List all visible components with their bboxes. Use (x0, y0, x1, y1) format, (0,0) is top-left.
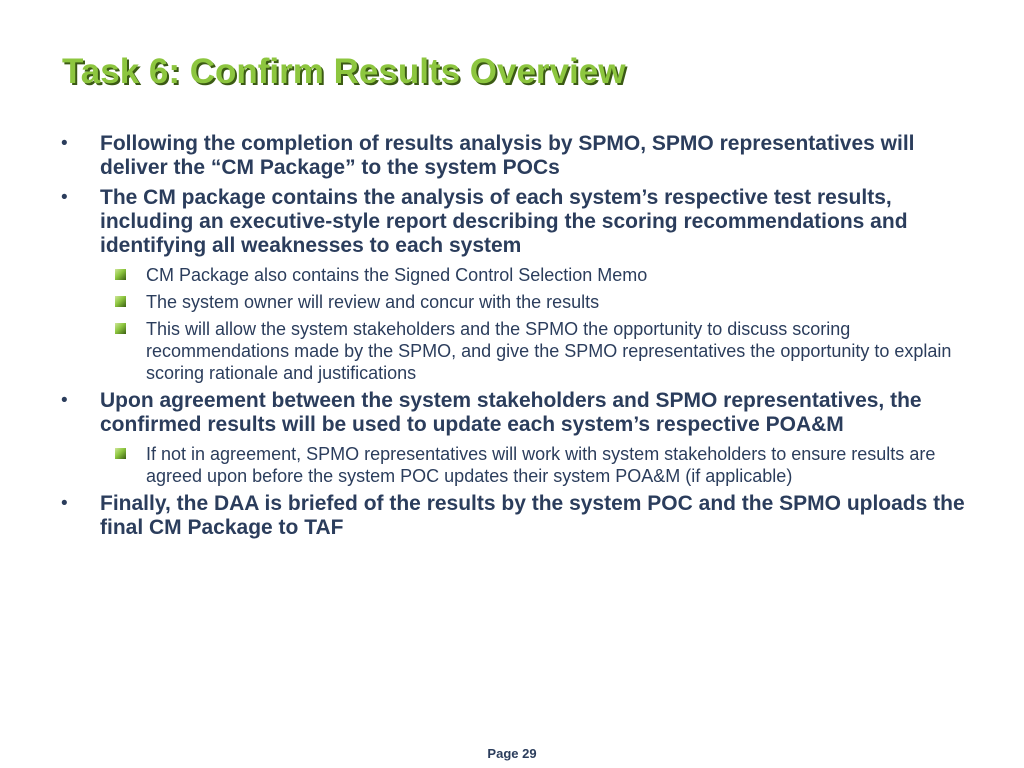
bullet-item (60, 132, 965, 180)
bullet-text: Following the completion of results analysis by SPMO, SPMO representatives will deliver the “CM Package” to the system POCs (100, 132, 915, 179)
slide-content (60, 132, 965, 546)
bullet-dot-icon: • (61, 133, 68, 154)
bullet-dot-icon: • (61, 187, 68, 208)
square-bullet-icon (115, 296, 126, 307)
sub-bullet-text: If not in agreement, SPMO representatives will work with system stakeholders to ensure results are agreed upon before the system POC updates their system POA&M (if applicable) (146, 444, 936, 486)
sub-bullet-item (60, 291, 965, 313)
sub-bullet-text: CM Package also contains the Signed Control Selection Memo (146, 265, 648, 285)
bullet-text: The CM package contains the analysis of each system’s respective test results, including an executive-style report describing the scoring recommendations and identifying all weaknesses to each system (100, 186, 908, 257)
bullet-text: Upon agreement between the system stakeholders and SPMO representatives, the confirmed results will be used to update each system’s respective POA&M (100, 389, 922, 436)
slide-title: Task 6: Confirm Results Overview (62, 52, 626, 91)
square-bullet-icon (115, 448, 126, 459)
bullet-item (60, 186, 965, 258)
bullet-text: Finally, the DAA is briefed of the results by the system POC and the SPMO uploads the final CM Package to TAF (100, 492, 965, 539)
bullet-dot-icon: • (61, 493, 68, 514)
bullet-item (60, 389, 965, 437)
bullet-item (60, 492, 965, 540)
sub-bullet-item (60, 318, 965, 384)
sub-bullet-item (60, 443, 965, 487)
sub-bullet-text: This will allow the system stakeholders and the SPMO the opportunity to discuss scoring recommendations made by the SPMO, and give the SPMO representatives the opportunity to explain scoring rationale and justifications (146, 319, 952, 383)
square-bullet-icon (115, 323, 126, 334)
page-number: Page 29 (487, 746, 537, 761)
sub-bullet-item (60, 264, 965, 286)
sub-bullet-text: The system owner will review and concur with the results (146, 292, 600, 312)
square-bullet-icon (115, 269, 126, 280)
bullet-dot-icon: • (61, 390, 68, 411)
